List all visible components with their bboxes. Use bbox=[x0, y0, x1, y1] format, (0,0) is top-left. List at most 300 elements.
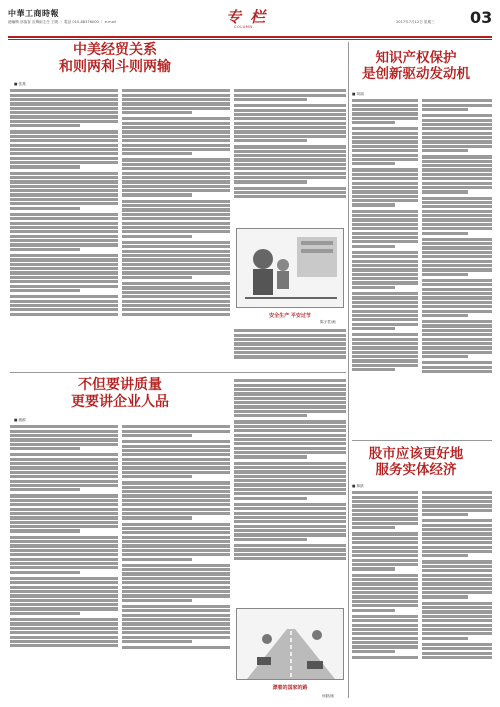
body-text-line bbox=[422, 205, 492, 208]
body-text-line bbox=[122, 458, 230, 461]
body-text-line bbox=[234, 414, 307, 417]
body-text-line bbox=[422, 232, 468, 235]
body-text-line bbox=[352, 500, 418, 503]
body-text-line bbox=[10, 516, 118, 519]
body-text-line bbox=[10, 130, 118, 133]
body-text-line bbox=[352, 264, 418, 267]
body-text-line bbox=[122, 605, 230, 608]
body-text-line bbox=[234, 89, 346, 92]
body-text-line bbox=[422, 305, 492, 308]
body-text-line bbox=[10, 267, 118, 270]
body-text-line bbox=[234, 342, 346, 345]
body-text-line bbox=[122, 512, 230, 515]
body-text-line bbox=[10, 438, 118, 441]
body-text-line bbox=[122, 193, 192, 196]
body-text-line bbox=[10, 102, 118, 105]
body-text-line bbox=[234, 503, 346, 506]
body-text-line bbox=[10, 148, 118, 151]
body-text-line bbox=[422, 602, 492, 605]
body-text-line bbox=[10, 471, 118, 474]
header-rule bbox=[8, 36, 492, 38]
divider-vertical-main bbox=[348, 42, 349, 698]
body-text-line bbox=[352, 108, 418, 111]
body-text-line bbox=[10, 213, 118, 216]
body-text-line bbox=[10, 544, 118, 547]
article-3-col-1 bbox=[352, 98, 418, 438]
body-text-line bbox=[10, 566, 118, 569]
body-text-line bbox=[352, 327, 395, 330]
body-text-line bbox=[234, 122, 346, 125]
body-text-line bbox=[10, 193, 118, 196]
body-text-line bbox=[122, 167, 230, 170]
body-text-line bbox=[234, 139, 307, 142]
body-text-line bbox=[422, 264, 492, 267]
article-2-col-3 bbox=[234, 378, 346, 604]
body-text-line bbox=[234, 163, 346, 166]
body-text-line bbox=[122, 176, 230, 179]
body-text-line bbox=[122, 250, 230, 253]
body-text-line bbox=[10, 235, 118, 238]
body-text-line bbox=[352, 314, 418, 317]
body-text-line bbox=[10, 594, 118, 597]
body-text-line bbox=[234, 135, 346, 138]
body-text-line bbox=[422, 524, 492, 527]
body-text-line bbox=[352, 127, 418, 130]
body-text-line bbox=[352, 240, 418, 243]
body-text-line bbox=[122, 425, 230, 428]
body-text-line bbox=[234, 154, 346, 157]
body-text-line bbox=[234, 516, 346, 519]
body-text-line bbox=[422, 104, 492, 107]
body-text-line bbox=[352, 195, 418, 198]
body-text-line bbox=[122, 503, 230, 506]
body-text-line bbox=[422, 242, 492, 245]
body-text-line bbox=[352, 260, 418, 263]
body-text-line bbox=[10, 180, 118, 183]
body-text-line bbox=[352, 112, 418, 115]
body-text-line bbox=[352, 637, 418, 640]
page-number: 03 bbox=[470, 8, 493, 27]
body-text-line bbox=[422, 149, 468, 152]
body-text-line bbox=[122, 614, 230, 617]
body-text-line bbox=[10, 189, 118, 192]
body-text-line bbox=[122, 276, 192, 279]
body-text-line bbox=[122, 581, 230, 584]
body-text-line bbox=[10, 627, 118, 630]
body-text-line bbox=[122, 258, 230, 261]
body-text-line bbox=[422, 565, 492, 568]
body-text-line bbox=[234, 507, 346, 510]
body-text-line bbox=[122, 117, 230, 120]
body-text-line bbox=[10, 571, 80, 574]
body-text-line bbox=[352, 656, 418, 659]
body-text-line bbox=[352, 342, 418, 345]
body-text-line bbox=[122, 494, 230, 497]
body-text-line bbox=[352, 232, 418, 235]
body-text-line bbox=[122, 139, 230, 142]
article-3-col-2 bbox=[422, 98, 492, 438]
body-text-line bbox=[10, 300, 118, 303]
body-text-line bbox=[122, 286, 230, 289]
body-text-line bbox=[122, 102, 230, 105]
body-text-line bbox=[422, 201, 492, 204]
body-text-line bbox=[234, 388, 346, 391]
body-text-line bbox=[422, 182, 492, 185]
body-text-line bbox=[10, 453, 118, 456]
body-text-line bbox=[234, 483, 346, 486]
body-text-line bbox=[422, 351, 492, 354]
body-text-line bbox=[422, 355, 468, 358]
body-text-line bbox=[422, 164, 492, 167]
body-text-line bbox=[234, 470, 346, 473]
body-text-line bbox=[422, 532, 492, 535]
body-text-line bbox=[352, 645, 418, 648]
body-text-line bbox=[10, 165, 80, 168]
article-3-headline: 知识产权保护 是创新驱动发动机 bbox=[362, 50, 470, 83]
body-text-line bbox=[122, 241, 230, 244]
body-text-line bbox=[422, 528, 492, 531]
body-text-line bbox=[122, 590, 230, 593]
body-text-line bbox=[422, 587, 492, 590]
body-text-line bbox=[10, 512, 118, 515]
body-text-line bbox=[122, 523, 230, 526]
body-text-line bbox=[234, 479, 346, 482]
body-text-line bbox=[234, 150, 346, 153]
body-text-line bbox=[352, 595, 418, 598]
body-text-line bbox=[422, 595, 468, 598]
body-text-line bbox=[422, 251, 492, 254]
body-text-line bbox=[422, 628, 492, 631]
body-text-line bbox=[352, 604, 418, 607]
body-text-line bbox=[10, 161, 118, 164]
body-text-line bbox=[352, 609, 395, 612]
divider-article-1 bbox=[10, 372, 346, 373]
body-text-line bbox=[122, 627, 230, 630]
body-text-line bbox=[422, 361, 492, 364]
body-text-line bbox=[10, 586, 118, 589]
body-text-line bbox=[422, 578, 492, 581]
body-text-line bbox=[422, 342, 492, 345]
body-text-line bbox=[352, 615, 418, 618]
body-text-line bbox=[10, 540, 118, 543]
body-text-line bbox=[10, 254, 118, 257]
body-text-line bbox=[10, 484, 118, 487]
body-text-line bbox=[122, 631, 230, 634]
body-text-line bbox=[352, 273, 418, 276]
body-text-line bbox=[10, 553, 118, 556]
issue-date: 2017年7月12日 星期三 bbox=[396, 20, 435, 24]
body-text-line bbox=[122, 516, 192, 519]
body-text-line bbox=[10, 239, 118, 242]
body-text-line bbox=[422, 177, 492, 180]
body-text-line bbox=[10, 111, 118, 114]
body-text-line bbox=[10, 430, 118, 433]
body-text-line bbox=[234, 553, 346, 556]
body-text-line bbox=[422, 279, 492, 282]
body-text-line bbox=[122, 107, 230, 110]
body-text-line bbox=[10, 536, 118, 539]
body-text-line bbox=[234, 401, 346, 404]
body-text-line bbox=[10, 525, 118, 528]
body-text-line bbox=[122, 230, 230, 233]
body-text-line bbox=[234, 104, 346, 107]
body-text-line bbox=[10, 89, 118, 92]
body-text-line bbox=[10, 144, 118, 147]
body-text-line bbox=[10, 503, 118, 506]
body-text-line bbox=[422, 160, 492, 163]
body-text-line bbox=[122, 226, 230, 229]
body-text-line bbox=[422, 560, 492, 563]
body-text-line bbox=[234, 525, 346, 528]
body-text-line bbox=[122, 594, 230, 597]
body-text-line bbox=[10, 289, 80, 292]
body-text-line bbox=[234, 512, 346, 515]
body-text-line bbox=[234, 195, 346, 198]
article-1-headline: 中美经贸关系 和则两利斗则两输 bbox=[59, 42, 171, 75]
body-text-line bbox=[352, 333, 418, 336]
body-text-line bbox=[122, 208, 230, 211]
body-text-line bbox=[352, 318, 418, 321]
body-text-line bbox=[422, 333, 492, 336]
body-text-line bbox=[122, 475, 192, 478]
body-text-line bbox=[352, 567, 395, 570]
body-text-line bbox=[10, 176, 118, 179]
header-rule-thin bbox=[8, 39, 492, 40]
body-text-line bbox=[234, 429, 346, 432]
body-text-line bbox=[422, 99, 492, 102]
body-text-line bbox=[422, 123, 492, 126]
newspaper-logo: 中華工商時報 bbox=[8, 9, 59, 18]
body-text-line bbox=[10, 562, 118, 565]
body-text-line bbox=[422, 574, 492, 577]
article-2-headline: 不但要讲质量 更要讲企业人品 bbox=[71, 377, 169, 410]
body-text-line bbox=[234, 462, 346, 465]
body-text-line bbox=[422, 136, 492, 139]
article-4-headline: 股市应该更好地 服务实体经济 bbox=[368, 446, 464, 479]
body-text-line bbox=[422, 624, 492, 627]
body-text-line bbox=[10, 207, 80, 210]
body-text-line bbox=[122, 282, 230, 285]
body-text-line bbox=[422, 496, 492, 499]
body-text-line bbox=[422, 569, 492, 572]
body-text-line bbox=[352, 154, 418, 157]
body-text-line bbox=[422, 554, 468, 557]
section-subtitle: COLUMN bbox=[234, 25, 253, 29]
body-text-line bbox=[422, 140, 492, 143]
body-text-line bbox=[234, 438, 346, 441]
body-text-line bbox=[122, 434, 192, 437]
body-text-line bbox=[10, 494, 118, 497]
body-text-line bbox=[122, 89, 230, 92]
article-1-col-3-tail bbox=[234, 328, 346, 370]
body-text-line bbox=[10, 434, 118, 437]
body-text-line bbox=[352, 223, 418, 226]
body-text-line bbox=[122, 200, 230, 203]
body-text-line bbox=[234, 434, 346, 437]
body-text-line bbox=[234, 109, 346, 112]
cartoon-road-caption: 漂着的国家的路 bbox=[272, 685, 308, 691]
body-text-line bbox=[10, 577, 118, 580]
body-text-line bbox=[352, 251, 418, 254]
body-text-line bbox=[422, 255, 492, 258]
body-text-line bbox=[422, 186, 492, 189]
body-text-line bbox=[352, 591, 418, 594]
body-text-line bbox=[10, 230, 118, 233]
body-text-line bbox=[352, 158, 418, 161]
body-text-line bbox=[352, 600, 418, 603]
body-text-line bbox=[422, 632, 492, 635]
body-text-line bbox=[122, 122, 230, 125]
body-text-line bbox=[122, 471, 230, 474]
body-text-line bbox=[352, 559, 418, 562]
body-text-line bbox=[234, 145, 346, 148]
body-text-line bbox=[422, 652, 492, 655]
body-text-line bbox=[422, 582, 492, 585]
body-text-line bbox=[10, 202, 118, 205]
body-text-line bbox=[422, 591, 492, 594]
article-4-col-2 bbox=[422, 490, 492, 700]
body-text-line bbox=[10, 304, 118, 307]
body-text-line bbox=[352, 546, 418, 549]
body-text-line bbox=[352, 203, 395, 206]
body-text-line bbox=[122, 148, 230, 151]
body-text-line bbox=[422, 238, 492, 241]
body-text-line bbox=[10, 622, 118, 625]
article-2-col-1 bbox=[10, 424, 118, 700]
masthead-info: 總編輯 部落客 宣傳副主任 王曉 ｜ 電話 010-88376000 ｜ e-mail bbox=[8, 20, 116, 24]
body-text-line bbox=[352, 132, 418, 135]
body-text-line bbox=[10, 115, 118, 118]
body-text-line bbox=[422, 647, 492, 650]
body-text-line bbox=[10, 607, 118, 610]
body-text-line bbox=[122, 313, 230, 316]
body-text-line bbox=[422, 132, 492, 135]
body-text-line bbox=[122, 586, 230, 589]
body-text-line bbox=[352, 364, 418, 367]
divider-article-3 bbox=[352, 440, 492, 441]
body-text-line bbox=[422, 329, 492, 332]
body-text-line bbox=[122, 640, 192, 643]
body-text-line bbox=[352, 136, 418, 139]
body-text-line bbox=[10, 590, 118, 593]
body-text-line bbox=[122, 180, 230, 183]
body-text-line bbox=[234, 117, 346, 120]
body-text-line bbox=[122, 304, 230, 307]
body-text-line bbox=[122, 185, 230, 188]
body-text-line bbox=[234, 113, 346, 116]
body-text-line bbox=[234, 557, 346, 560]
body-text-line bbox=[122, 466, 230, 469]
body-text-line bbox=[352, 255, 418, 258]
body-text-line bbox=[352, 292, 418, 295]
body-text-line bbox=[352, 537, 418, 540]
body-text-line bbox=[10, 480, 118, 483]
body-text-line bbox=[422, 273, 468, 276]
body-text-line bbox=[10, 152, 118, 155]
body-text-line bbox=[234, 384, 346, 387]
body-text-line bbox=[122, 204, 230, 207]
body-text-line bbox=[234, 351, 346, 354]
body-text-line bbox=[10, 295, 118, 298]
body-text-line bbox=[10, 462, 118, 465]
body-text-line bbox=[352, 177, 418, 180]
body-text-line bbox=[122, 144, 230, 147]
body-text-line bbox=[234, 410, 346, 413]
body-text-line bbox=[234, 392, 346, 395]
body-text-line bbox=[122, 222, 230, 225]
body-text-line bbox=[352, 301, 418, 304]
body-text-line bbox=[10, 248, 80, 251]
body-text-line bbox=[422, 346, 492, 349]
body-text-line bbox=[122, 163, 230, 166]
body-text-line bbox=[10, 458, 118, 461]
body-text-line bbox=[422, 190, 468, 193]
body-text-line bbox=[234, 158, 346, 161]
body-text-line bbox=[352, 210, 418, 213]
body-text-line bbox=[352, 305, 418, 308]
body-text-line bbox=[234, 520, 346, 523]
body-text-line bbox=[352, 496, 418, 499]
article-2-byline: ■ 桃源 bbox=[14, 418, 26, 422]
body-text-line bbox=[122, 430, 230, 433]
body-text-line bbox=[234, 475, 346, 478]
body-text-line bbox=[122, 267, 230, 270]
body-text-line bbox=[122, 527, 230, 530]
body-text-line bbox=[352, 624, 418, 627]
body-text-line bbox=[122, 126, 230, 129]
body-text-line bbox=[422, 127, 492, 130]
body-text-line bbox=[352, 140, 418, 143]
body-text-line bbox=[422, 637, 468, 640]
body-text-line bbox=[422, 320, 492, 323]
body-text-line bbox=[352, 268, 418, 271]
body-text-line bbox=[352, 368, 395, 371]
body-text-line bbox=[422, 310, 492, 313]
body-text-line bbox=[422, 114, 492, 117]
cartoon-safety-drawing bbox=[237, 229, 344, 308]
body-text-line bbox=[10, 447, 80, 450]
body-text-line bbox=[10, 631, 118, 634]
body-text-line bbox=[10, 636, 118, 639]
body-text-line bbox=[122, 481, 230, 484]
body-text-line bbox=[422, 223, 492, 226]
body-text-line bbox=[352, 582, 418, 585]
body-text-line bbox=[352, 526, 395, 529]
body-text-line bbox=[422, 288, 492, 291]
cartoon-safety-byline: 陈子君/画 bbox=[320, 320, 336, 324]
body-text-line bbox=[422, 292, 492, 295]
body-text-line bbox=[352, 509, 418, 512]
body-text-line bbox=[352, 574, 418, 577]
body-text-line bbox=[10, 529, 80, 532]
body-text-line bbox=[352, 355, 418, 358]
body-text-line bbox=[422, 610, 492, 613]
body-text-line bbox=[234, 466, 346, 469]
body-text-line bbox=[10, 94, 118, 97]
body-text-line bbox=[122, 158, 230, 161]
body-text-line bbox=[422, 218, 492, 221]
body-text-line bbox=[234, 176, 346, 179]
body-text-line bbox=[122, 564, 230, 567]
body-text-line bbox=[122, 291, 230, 294]
body-text-line bbox=[352, 186, 418, 189]
body-text-line bbox=[352, 628, 418, 631]
cartoon-safety-caption: 安全生产 平安过节 bbox=[269, 313, 311, 319]
body-text-line bbox=[10, 172, 118, 175]
body-text-line bbox=[122, 172, 230, 175]
body-text-line bbox=[10, 644, 118, 647]
body-text-line bbox=[122, 271, 230, 274]
